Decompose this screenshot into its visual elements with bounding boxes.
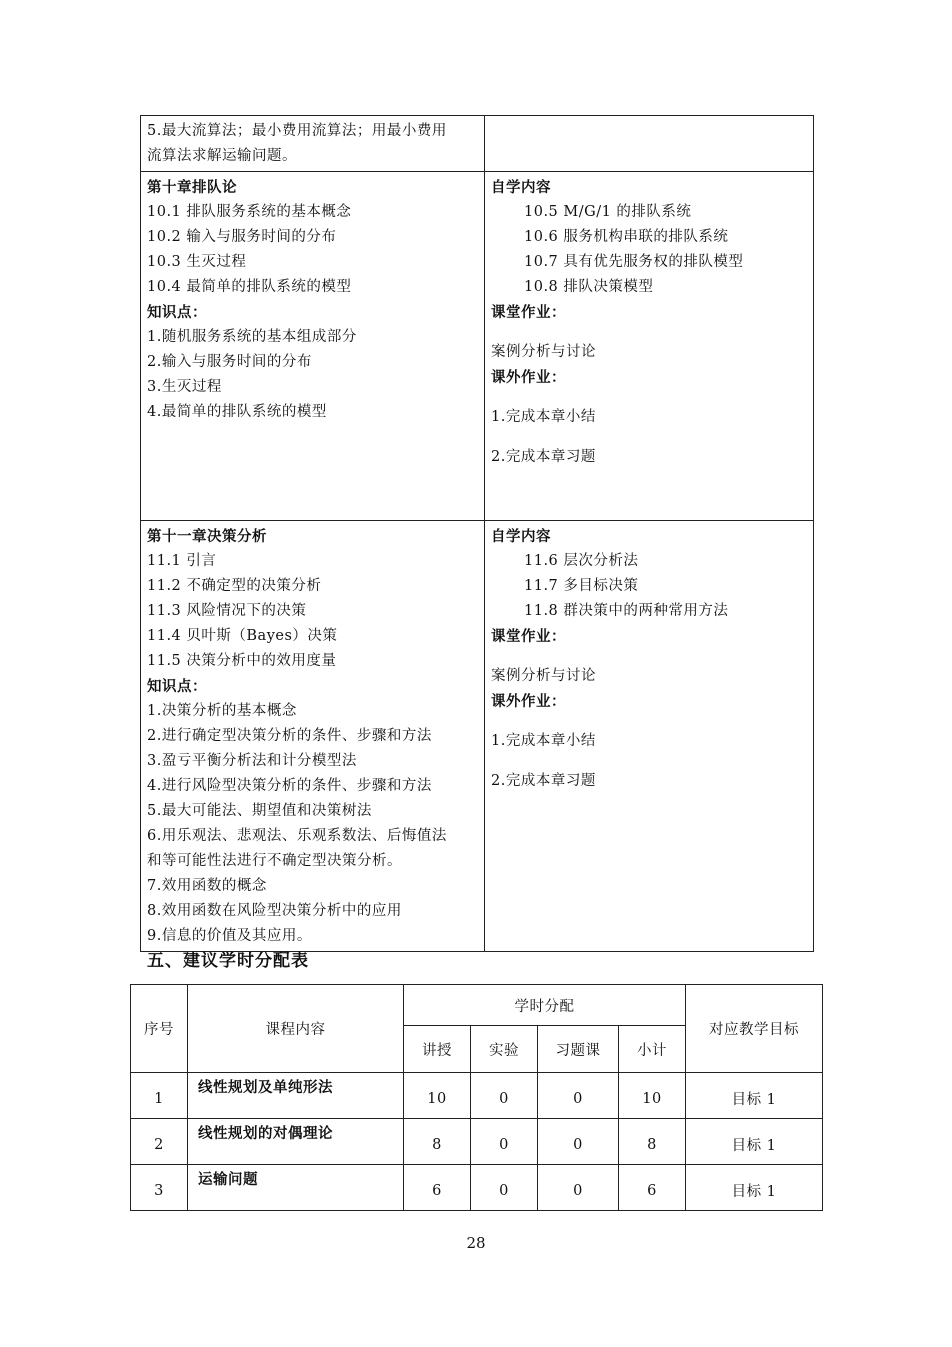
lecture-cell: 8 xyxy=(404,1119,471,1165)
homework-label: 课外作业： xyxy=(491,369,566,386)
homework-label: 课外作业： xyxy=(491,693,566,710)
content-header: 课程内容 xyxy=(188,985,404,1073)
lab-header: 实验 xyxy=(471,1026,538,1073)
self-study-label: 自学内容 xyxy=(491,179,551,196)
syllabus-row-chapter-11 xyxy=(141,521,814,952)
classwork-label: 课堂作业： xyxy=(491,628,566,645)
section-item: 11.1 引言 xyxy=(147,553,217,569)
seq-cell: 1 xyxy=(131,1073,188,1119)
knowledge-point: 3.生灭过程 xyxy=(147,379,222,395)
knowledge-point: 4.最简单的排队系统的模型 xyxy=(147,404,327,420)
table-row xyxy=(131,1165,823,1211)
chapter-title: 第十章排队论 xyxy=(147,179,237,196)
goal-cell: 目标 1 xyxy=(686,1073,823,1119)
knowledge-point: 2.输入与服务时间的分布 xyxy=(147,354,312,370)
knowledge-point: 7.效用函数的概念 xyxy=(147,878,267,894)
classwork-label: 课堂作业： xyxy=(491,304,566,321)
knowledge-point: 6.用乐观法、悲观法、乐观系数法、后悔值法 xyxy=(147,828,447,844)
section-item: 10.1 排队服务系统的基本概念 xyxy=(147,204,352,220)
self-study-item: 11.6 层次分析法 xyxy=(524,553,639,569)
self-study-item: 10.5 M/G/1 的排队系统 xyxy=(524,204,692,220)
goal-cell: 目标 1 xyxy=(686,1165,823,1211)
chapter-10-content-cell xyxy=(141,172,485,521)
subtotal-header: 小计 xyxy=(619,1026,686,1073)
self-study-item: 11.8 群决策中的两种常用方法 xyxy=(524,603,729,619)
lecture-cell: 10 xyxy=(404,1073,471,1119)
self-study-item: 10.8 排队决策模型 xyxy=(524,279,654,295)
classwork-item: 案例分析与讨论 xyxy=(491,344,596,360)
lecture-cell: 6 xyxy=(404,1165,471,1211)
syllabus-row-chapter-10 xyxy=(141,172,814,521)
exercise-cell: 0 xyxy=(538,1165,619,1211)
goal-cell: 目标 1 xyxy=(686,1119,823,1165)
continuation-left-cell xyxy=(141,116,485,172)
lab-cell: 0 xyxy=(471,1165,538,1211)
content-cell: 线性规划的对偶理论 xyxy=(188,1119,404,1165)
goal-header: 对应教学目标 xyxy=(686,985,823,1073)
content-cell: 运输问题 xyxy=(188,1165,404,1211)
syllabus-table xyxy=(140,115,814,952)
homework-item: 1.完成本章小结 xyxy=(491,409,596,425)
self-study-label: 自学内容 xyxy=(491,528,551,545)
section-title: 五、建议学时分配表 xyxy=(147,951,309,971)
homework-item: 1.完成本章小结 xyxy=(491,733,596,749)
text-line: 流算法求解运输问题。 xyxy=(147,148,297,164)
header-row xyxy=(131,985,823,1026)
homework-item: 2.完成本章习题 xyxy=(491,773,596,789)
knowledge-point: 4.进行风险型决策分析的条件、步骤和方法 xyxy=(147,778,432,794)
section-item: 10.2 输入与服务时间的分布 xyxy=(147,229,337,245)
exercise-header: 习题课 xyxy=(538,1026,619,1073)
knowledge-point: 9.信息的价值及其应用。 xyxy=(147,928,312,944)
section-item: 11.2 不确定型的决策分析 xyxy=(147,578,322,594)
subtotal-cell: 8 xyxy=(619,1119,686,1165)
continuation-right-cell xyxy=(485,116,814,172)
knowledge-point: 1.随机服务系统的基本组成部分 xyxy=(147,329,357,345)
subtotal-cell: 10 xyxy=(619,1073,686,1119)
chapter-11-content-cell xyxy=(141,521,485,952)
seq-cell: 3 xyxy=(131,1165,188,1211)
lecture-header: 讲授 xyxy=(404,1026,471,1073)
table-row xyxy=(131,1073,823,1119)
chapter-title: 第十一章决策分析 xyxy=(147,528,267,545)
self-study-item: 11.7 多目标决策 xyxy=(524,578,639,594)
self-study-item: 10.7 具有优先服务权的排队模型 xyxy=(524,254,744,270)
chapter-11-assignment-cell xyxy=(485,521,814,952)
alloc-header: 学时分配 xyxy=(404,985,686,1026)
knowledge-point: 1.决策分析的基本概念 xyxy=(147,703,297,719)
knowledge-point: 3.盈亏平衡分析法和计分模型法 xyxy=(147,753,357,769)
content-cell: 线性规划及单纯形法 xyxy=(188,1073,404,1119)
section-item: 11.3 风险情况下的决策 xyxy=(147,603,307,619)
knowledge-points-label: 知识点： xyxy=(147,678,207,695)
knowledge-points-label: 知识点： xyxy=(147,304,207,321)
table-row xyxy=(131,1119,823,1165)
syllabus-row-continuation xyxy=(141,116,814,172)
section-item: 10.4 最简单的排队系统的模型 xyxy=(147,279,352,295)
lab-cell: 0 xyxy=(471,1119,538,1165)
chapter-10-assignment-cell xyxy=(485,172,814,521)
subtotal-cell: 6 xyxy=(619,1165,686,1211)
text-line: 5.最大流算法；最小费用流算法；用最小费用 xyxy=(147,123,447,139)
homework-item: 2.完成本章习题 xyxy=(491,449,596,465)
knowledge-point: 5.最大可能法、期望值和决策树法 xyxy=(147,803,372,819)
hours-allocation-table xyxy=(130,984,823,1211)
exercise-cell: 0 xyxy=(538,1119,619,1165)
self-study-item: 10.6 服务机构串联的排队系统 xyxy=(524,229,729,245)
knowledge-point: 8.效用函数在风险型决策分析中的应用 xyxy=(147,903,402,919)
knowledge-point: 2.进行确定型决策分析的条件、步骤和方法 xyxy=(147,728,432,744)
section-item: 11.4 贝叶斯（Bayes）决策 xyxy=(147,628,338,644)
seq-cell: 2 xyxy=(131,1119,188,1165)
knowledge-point: 和等可能性法进行不确定型决策分析。 xyxy=(147,853,402,869)
seq-header: 序号 xyxy=(131,985,188,1073)
lab-cell: 0 xyxy=(471,1073,538,1119)
classwork-item: 案例分析与讨论 xyxy=(491,668,596,684)
section-item: 10.3 生灭过程 xyxy=(147,254,247,270)
exercise-cell: 0 xyxy=(538,1073,619,1119)
page-number: 28 xyxy=(466,1234,486,1252)
section-item: 11.5 决策分析中的效用度量 xyxy=(147,653,337,669)
